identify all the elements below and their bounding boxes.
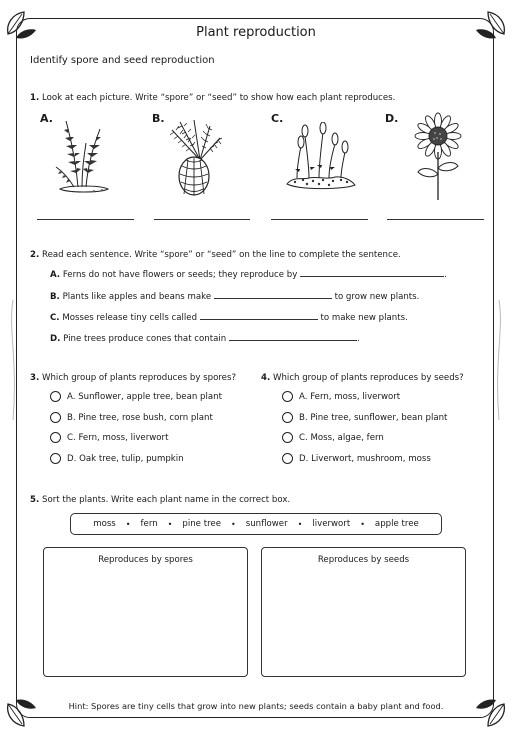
sentence-before: Ferns do not have flowers or seeds; they reproduce by [62, 270, 298, 280]
question-text: Look at each picture. Write “spore” or “seed” to show how each plant reproduces. [41, 93, 396, 103]
page-subtitle: Identify spore and seed reproduction [30, 55, 215, 66]
radio-button[interactable] [50, 432, 61, 443]
picture-letter-a: A. [40, 112, 53, 125]
radio-button[interactable] [50, 412, 61, 423]
sentence-before: Pine trees produce cones that contain [63, 334, 227, 344]
vine-right-icon [492, 300, 506, 420]
radio-button[interactable] [282, 412, 293, 423]
pinecone-icon [160, 116, 230, 200]
question-number: 1. [30, 93, 40, 103]
word-bank-item: pine tree [182, 519, 221, 529]
answer-line-d[interactable] [387, 219, 484, 220]
hint-text: Hint: Spores are tiny cells that grow into new plants; seeds contain a baby plant and food. [68, 701, 444, 711]
moss-icon [283, 122, 359, 192]
sentence-blank[interactable] [300, 275, 444, 277]
word-bank [70, 513, 442, 535]
sentence-letter: D. [50, 334, 61, 344]
radio-button[interactable] [50, 453, 61, 464]
picture-letter-d: D. [385, 112, 399, 125]
q4-option-c[interactable] [282, 432, 384, 443]
word-bank-item: apple tree [374, 519, 419, 529]
sentence-blank[interactable] [214, 297, 332, 299]
leaf-corner-bottom-right-icon [470, 694, 510, 734]
bullet-separator: • [297, 519, 303, 529]
bullet-separator: • [125, 519, 131, 529]
sentence-c [50, 313, 408, 323]
sentence-after: to grow new plants. [334, 292, 420, 302]
seeds-sort-box[interactable] [261, 547, 466, 677]
sentence-letter: C. [50, 313, 60, 323]
q3-option-c[interactable] [50, 432, 168, 443]
option-label: B. Pine tree, sunflower, bean plant [299, 412, 448, 423]
option-label: C. Moss, algae, fern [299, 432, 384, 443]
sentence-a [50, 270, 447, 280]
picture-letter-c: C. [271, 112, 284, 125]
q4-option-b[interactable] [282, 412, 447, 423]
bullet-separator: • [360, 519, 365, 529]
radio-button[interactable] [282, 432, 293, 443]
spores-box-heading: Reproduces by spores [98, 555, 193, 565]
option-label: C. Fern, moss, liverwort [67, 432, 169, 443]
answer-line-c[interactable] [271, 219, 368, 220]
question-text: Read each sentence. Write “spore” or “seed” on the line to complete the sentence. [41, 250, 401, 260]
question-number: 3. [30, 373, 40, 383]
question-1 [30, 93, 395, 103]
question-number: 4. [261, 373, 271, 383]
word-bank-item: fern [140, 519, 158, 529]
sentence-letter: A. [50, 270, 61, 280]
sentence-b [50, 292, 419, 302]
question-number: 2. [30, 250, 40, 260]
leaf-corner-bottom-left-icon [2, 694, 42, 734]
q3-option-a[interactable] [50, 391, 222, 402]
sentence-after: . [356, 334, 360, 344]
sentence-before: Plants like apples and beans make [62, 292, 212, 302]
sentence-d [50, 334, 360, 344]
spores-sort-box[interactable] [43, 547, 248, 677]
question-2 [30, 250, 401, 260]
q4-option-d[interactable] [282, 453, 431, 464]
option-label: D. Oak tree, tulip, pumpkin [67, 453, 184, 464]
sentence-after: . [444, 270, 447, 280]
bullet-separator: • [231, 519, 236, 529]
word-bank-item: liverwort [312, 519, 351, 529]
answer-line-b[interactable] [154, 219, 250, 220]
sentence-blank[interactable] [200, 318, 318, 320]
sentence-before: Mosses release tiny cells called [62, 313, 198, 323]
sentence-after: to make new plants. [320, 313, 408, 323]
question-text: Sort the plants. Write each plant name in the correct box. [41, 495, 291, 505]
question-3 [30, 373, 236, 383]
radio-button[interactable] [282, 391, 293, 402]
question-text: Which group of plants reproduces by seeds? [272, 373, 464, 383]
sunflower-icon [410, 112, 466, 202]
q3-option-b[interactable] [50, 412, 213, 423]
fern-icon [50, 113, 118, 197]
vine-left-icon [6, 300, 20, 420]
word-bank-item: sunflower [245, 519, 288, 529]
q3-option-d[interactable] [50, 453, 184, 464]
sentence-blank[interactable] [229, 339, 357, 341]
sentence-letter: B. [50, 292, 60, 302]
q4-option-a[interactable] [282, 391, 400, 402]
answer-line-a[interactable] [37, 219, 134, 220]
option-label: B. Pine tree, rose bush, corn plant [67, 412, 213, 423]
seeds-box-heading: Reproduces by seeds [317, 555, 410, 565]
question-5 [30, 495, 290, 505]
word-bank-item: moss [93, 519, 116, 529]
option-label: D. Liverwort, mushroom, moss [299, 453, 431, 464]
radio-button[interactable] [50, 391, 61, 402]
option-label: A. Fern, moss, liverwort [299, 391, 401, 402]
question-text: Which group of plants reproduces by spores? [41, 373, 237, 383]
question-number: 5. [30, 495, 40, 505]
page-title: Plant reproduction [196, 25, 316, 40]
option-label: A. Sunflower, apple tree, bean plant [67, 391, 222, 402]
question-4 [261, 373, 464, 383]
bullet-separator: • [167, 519, 173, 529]
picture-letter-b: B. [152, 112, 165, 125]
radio-button[interactable] [282, 453, 293, 464]
